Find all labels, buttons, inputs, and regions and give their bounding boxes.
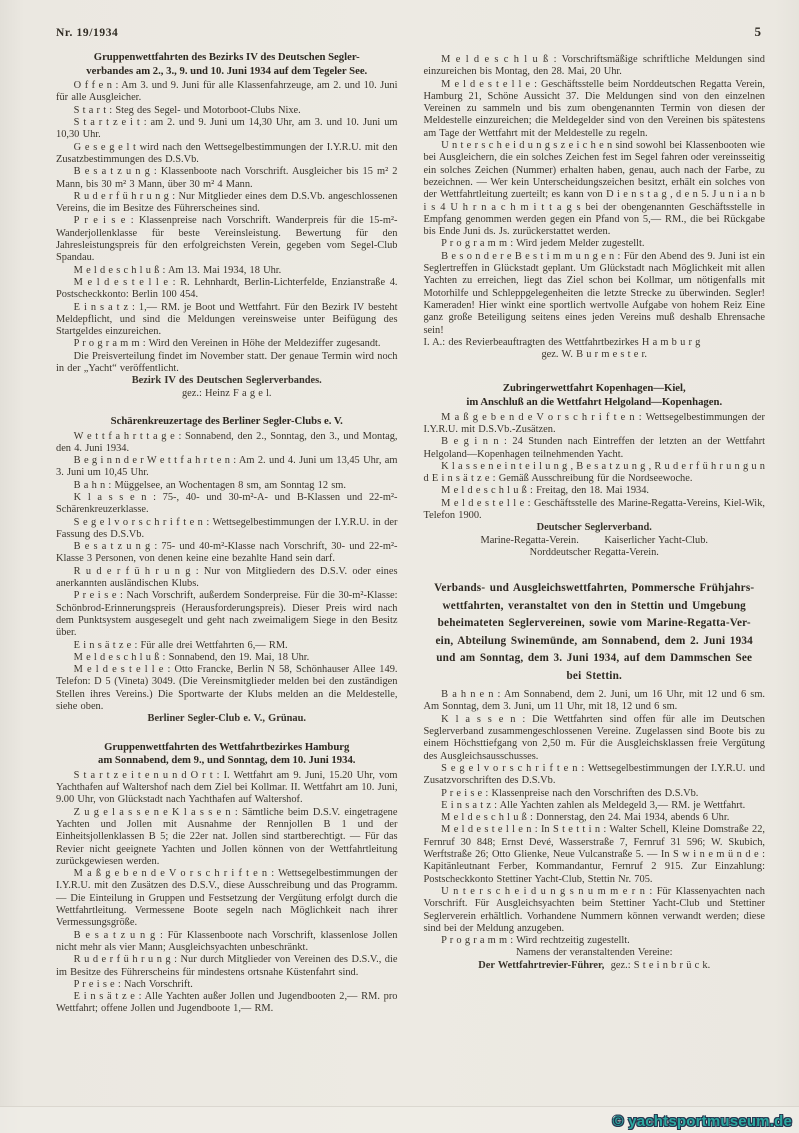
paragraph — [56, 713, 398, 725]
article-section — [56, 415, 398, 726]
paragraph: M e l d e s c h l u ß : Sonnabend, den 19. Mai, 18 Uhr. — [73, 651, 310, 663]
paragraph: gez. W. B u r m e s t e r. — [541, 349, 648, 361]
paragraph: M e l d e s c h l u ß : Am 13. Mai 1934, 18 Uhr. — [73, 264, 282, 276]
paragraph: Der Wettfahrtrevier-Führer, gez.: S t e i n b r ü c k. — [478, 959, 711, 971]
article-heading — [56, 741, 398, 768]
paragraph-bold-text: Bezirk IV des Deutschen Seglerverbandes. — [131, 375, 322, 387]
paragraph: M e l d e s t e l l e : Geschäftsstelle beim Norddeutschen Regatta Verein, Hamburg 21, Schöne Aussicht 37. Die Meldungen sind von den einzelnen Vereinen zu sammeln und bis zum obengenannten Termin von diesen der Meldestelle einzureichen; die Meldegelder sind von den Vereinen bis spätestens am Tage der Wettfahrt mit der Meldestelle zu regeln. — [423, 78, 765, 139]
heading-line: beheimateten Seglervereinen, sowie vom Marine-Regatta-Ver- — [437, 617, 751, 630]
paragraph: B e s o n d e r e B e s t i m m u n g e n : Für den Abend des 9. Juni ist ein Seglertreffen in Glückstadt geplant. Um Glückstadt nach Möglichkeit mit allen Yachten zu erreichen, liegt das Ziel schon bei Kollmar, um nötigenfalls mit Motorhilfe und Schleppgelegenheiten die letzte Strecke zu überwinden. Segler! Kameraden! Hier winkt eine sportlich wertvolle Aufgabe von hohem Reiz Eine ganz große Beteiligung seitens eines jeden Vereins muß deshalb Ehrensache sein! — [423, 250, 765, 336]
paragraph: M e l d e s t e l l e : Otto Francke, Berlin N 58, Schönhauser Allee 149. Telefon: D 5 (Vineta) 3049. (Die Vereinsmitglieder melden bei den zuständigen Stellen ihres Vereins.) Die Sportwarte der Klubs melden an die Meldestelle, siehe oben. — [56, 664, 398, 713]
heading-line: verbandes am 2., 3., 9. und 10. Juni 1934 auf dem Tegeler See. — [86, 64, 368, 77]
heading-line: ein, Abteilung Swinemünde, am Sonnabend, dem 2. Juni 1934 — [435, 634, 753, 647]
article-heading — [56, 51, 398, 78]
heading-line: Schärenkreuzertage des Berliner Segler-Clubs e. V. — [110, 414, 343, 427]
heading-line: und am Sonntag, dem 3. Juni 1934, auf dem Dammschen See — [436, 652, 753, 665]
paragraph: P r o g r a m m : Wird den Vereinen in Höhe der Meldeziffer zugesandt. — [73, 338, 381, 350]
paragraph: M e l d e s c h l u ß : Vorschriftsmäßige schriftliche Meldungen sind einzureichen bis Montag, den 28. Mai, 20 Uhr. — [423, 54, 765, 78]
article-section — [424, 54, 766, 361]
paragraph: K l a s s e n e i n t e i l u n g , B e s a t z u n g , R u d e r f ü h r u n g u n d E i n s ä t z e : Gemäß Ausschreibung für die Nordseewoche. — [423, 460, 765, 485]
paragraph: Namens der veranstaltenden Vereine: — [515, 947, 673, 959]
article-section — [56, 51, 398, 400]
paragraph: U n t e r s c h e i d u n g s z e i c h e n sind sowohl bei Klassenbooten wie bei Ausgleichern, die ein solches Zeichen fest im Segel fahren oder vereinsseitig ein solches Zeichen (Nummer) erhalten haben, genau, auch nach der Farbe, zu bezeichnen. — Wer kein Unterscheidungszeichen besitzt, erhält ein solches von der Wettfahrtleitung zuerteilt; es kann von D i e n s t a g , d e n 5. J u n i a n b i s 4 U h r n a c h m i t t a g s bei der obengenannten Geschäftsstelle in Empfang genommen werden gegen ein Pfand von 5,— RM., die bei Rückgabe bis Ende Juni ds. Js. zurückerstattet werden. — [423, 140, 765, 238]
heading-line: Gruppenwettfahrten des Bezirks IV des Deutschen Segler- — [93, 51, 360, 63]
paragraph: P r e i s e : Klassenpreise nach den Vorschriften des D.S.Vb. — [441, 787, 699, 799]
paragraph: M e l d e s t e l l e : R. Lehnhardt, Berlin-Lichterfelde, Enzianstraße 4. Postscheckkonto: Berlin 100 454. — [56, 276, 398, 301]
paragraph: E i n s a t z : 1,— RM. je Boot und Wettfahrt. Für den Bezirk IV besteht Meldepflicht, und sind die Meldungen vereinsweise unter Beifügung des Startgeldes einzureichen. — [56, 301, 398, 338]
paragraph: M e l d e s c h l u ß : Freitag, den 18. Mai 1934. — [441, 485, 650, 497]
paragraph-bold-text: Der Wettfahrtrevier-Führer, — [478, 959, 605, 971]
paragraph: M e l d e s t e l l e : Geschäftsstelle des Marine-Regatta-Vereins, Kiel-Wik, Telefon 1900. — [423, 497, 765, 521]
paragraph: B a h n e n : Am Sonnabend, dem 2. Juni, um 16 Uhr, mit 12 und 6 sm. Am Sonntag, dem 3. Juni, um 11 Uhr, mit 18, 12 und 6 sm. — [423, 689, 765, 713]
article-section — [56, 741, 398, 1016]
paragraph: P r e i s e : Klassenpreise nach Vorschrift. Wanderpreis für die 15-m²-Wanderjollenklasse für beste Vereinsleistung. Bewertung für den Jahresleistungspreis für den erfolgreichsten Verein, gegeben vom Segel-Club Spandau. — [56, 215, 398, 264]
paragraph: M e l d e s t e l l e n : In S t e t t i n : Walter Schell, Kleine Domstraße 22, Fernruf 30 848; Ernst Devé, Wasserstraße 7, Fernruf 31 596; W. Skubich, Werftstraße 26; Otto Glienke, Neue Vulcanstraße 5. — In S w i n e m ü n d e : Kapitänleutnant Ferber, Kommandantur, Fernruf 2 915. Zur Einzahlung: Postscheckkonto Stettiner Yacht-Club, Stettin Nr. 705. — [423, 824, 765, 885]
paragraph: P r e i s e : Nach Vorschrift. — [73, 978, 193, 990]
paragraph: I. A.: des Revierbeauftragten des Wettfahrtbezirkes H a m b u r g — [423, 336, 701, 348]
issue-number: Nr. 19/1934 — [56, 27, 119, 39]
paragraph: P r o g r a m m : Wird rechtzeitig zugestellt. — [441, 935, 630, 947]
article-heading — [56, 415, 398, 429]
right-column — [424, 51, 766, 1016]
paragraph: G e s e g e l t wird nach den Wettsegelbestimmungen der I.Y.R.U. mit den Zusatzbestimmungen des D.S.Vb. — [56, 141, 398, 165]
paragraph — [56, 375, 398, 387]
paragraph-bold-text: Deutscher Seglerverband. — [536, 522, 652, 534]
paragraph: E i n s ä t z e : Alle Yachten außer Jollen und Jugendbooten 2,— RM. pro Wettfahrt; offene Jollen und Jugendboote 1,— RM. — [56, 991, 398, 1015]
paragraph: P r o g r a m m : Wird jedem Melder zugestellt. — [441, 238, 645, 250]
paragraph: O f f e n : Am 3. und 9. Juni für alle Klassenfahrzeuge, am 2. und 10. Juni für alle Ausgleicher. — [56, 80, 398, 104]
paragraph: S t a r t z e i t : am 2. und 9. Juni um 14,30 Uhr, am 3. und 10. Juni um 10,30 Uhr. — [56, 117, 398, 141]
article-heading — [424, 580, 766, 685]
content-columns — [56, 51, 765, 1016]
paragraph: B e s a t z u n g : Für Klassenboote nach Vorschrift, klassenlose Jollen nicht mehr als vier Mann; Ausgleichsyachten unbeschränkt. — [56, 929, 398, 953]
paragraph: E i n s a t z : Alle Yachten zahlen als Meldegeld 3,— RM. je Wettfahrt. — [441, 799, 746, 811]
heading-line: Verbands- und Ausgleichswettfahrten, Pommersche Frühjahrs- — [434, 582, 755, 595]
paragraph: Norddeutscher Regatta-Verein. — [529, 546, 659, 558]
paragraph: W e t t f a h r t t a g e : Sonnabend, den 2., Sonntag, den 3., und Montag, den 4. Juni 1934. — [56, 430, 398, 454]
left-column — [56, 51, 398, 1016]
paragraph: R u d e r f ü h r u n g : Nur durch Mitglieder von Vereinen des D.S.V., die im Besitze des Führerscheins für mindestens ortsnahe Küstenfahrt sind. — [56, 954, 398, 978]
paragraph: Die Preisverteilung findet im November statt. Der genaue Termin wird noch in der „Yacht“ veröffentlicht. — [56, 350, 398, 375]
paragraph: Marine-Regatta-Verein. Kaiserlicher Yacht-Club. — [480, 534, 709, 546]
paragraph: S e g e l v o r s c h r i f t e n : Wettsegelbestimmungen der I.Y.R.U. und Zusatzvorschriften des D.S.Vb. — [423, 762, 765, 787]
paragraph: U n t e r s c h e i d u n g s n u m m e r n : Für Klassenyachten nach Vorschrift. Für Ausgleichsyachten beim Stettiner Yacht-Club und Stettiner Seglerverein erhältlich. Vorhandene Nummern können verwandt werden; diese sind bei der Meldung anzugeben. — [423, 885, 765, 934]
article-heading — [424, 382, 766, 409]
paragraph: R u d e r f ü h r u n g : Nur Mitglieder eines dem D.S.Vb. angeschlossenen Vereins, die im Besitze des Führerscheines sind. — [56, 190, 398, 215]
article-section — [424, 580, 766, 972]
paragraph: B e s a t z u n g : 75- und 40-m²-Klasse nach Vorschrift, 30- und 22-m²-Klasse 3 Personen, von denen keine eine bezahlte Hand sein darf. — [56, 541, 398, 565]
paragraph: M a ß g e b e n d e V o r s c h r i f t e n : Wettsegelbestimmungen der I.Y.R.U. mit den Zusätzen des D.S.V., diese Ausschreibung und das Programm. — Die Einteilung in Gruppen und Festsetzung der Vergütung erfolgt durch die Wettfahrtleitung. Vermessene Boote segeln nach Möglichkeit nach ihrer Vermessungsgröße. — [56, 868, 398, 929]
paragraph: B e s a t z u n g : Klassenboote nach Vorschrift. Ausgleicher bis 15 m² 2 Mann, bis 30 m² 3 Mann, über 30 m² 4 Mann. — [56, 166, 398, 190]
paragraph: M e l d e s c h l u ß : Donnerstag, den 24. Mai 1934, abends 6 Uhr. — [441, 812, 730, 824]
paragraph: R u d e r f ü h r u n g : Nur von Mitgliedern des D.S.V. oder eines anerkannten ausländischen Klubs. — [56, 565, 398, 590]
heading-line: im Anschluß an die Wettfahrt Helgoland—Kopenhagen. — [466, 396, 723, 409]
paragraph: Z u g e l a s s e n e K l a s s e n : Sämtliche beim D.S.V. eingetragene Yachten und Jollen mit Ausnahme der Rennjollen B 1 und der Einheitsjollenklassen B 5; die 22er nat. Jollen sind startberechtigt. — Für das Revier nicht geeignete Yachten und Jollen können von der Wettfahrtleitung zurückgewiesen werden. — [56, 806, 398, 867]
heading-line: bei Stettin. — [566, 669, 622, 682]
paragraph: E i n s ä t z e : Für alle drei Wettfahrten 6,— RM. — [73, 639, 288, 651]
heading-line: wettfahrten, veranstaltet von den in Stettin und Umgebung — [442, 599, 746, 612]
paragraph: K l a s s e n : Die Wettfahrten sind offen für alle im Deutschen Seglerverband zusammengeschlossenen Vereine. Zugelassen sind Boote bis zu einem Höchsttiefgang von 2,50 m. Für die Ausgleichsklassen freie Vergütung des Ausgleichsausschusses. — [423, 713, 765, 762]
paragraph — [424, 522, 766, 534]
paragraph: B e g i n n : 24 Stunden nach Eintreffen der letzten an der Wettfahrt Helgoland—Kopenhagen teilnehmenden Yacht. — [423, 436, 765, 460]
heading-line: Zubringerwettfahrt Kopenhagen—Kiel, — [502, 382, 686, 395]
paragraph: gez.: Heinz F a g e l. — [181, 387, 272, 399]
paragraph: M a ß g e b e n d e V o r s c h r i f t e n : Wettsegelbestimmungen der I.Y.R.U. mit D.S.Vb.-Zusätzen. — [423, 411, 765, 435]
heading-line: am Sonnabend, dem 9., und Sonntag, dem 10. Juni 1934. — [98, 754, 356, 767]
paragraph: K l a s s e n : 75-, 40- und 30-m²-A- und B-Klassen und 22-m²-Schärenkreuzerklasse. — [56, 491, 398, 516]
page-header — [56, 24, 765, 40]
paragraph: S e g e l v o r s c h r i f t e n : Wettsegelbestimmungen der I.Y.R.U. in der Fassung des D.S.Vb. — [56, 516, 398, 540]
paragraph-bold-text: Berliner Segler-Club e. V., Grünau. — [147, 713, 306, 725]
paragraph: P r e i s e : Nach Vorschrift, außerdem Sonderpreise. Für die 30-m²-Klasse: Schönbrod-Erinnerungspreis (Herausforderungspreis). Dieser Preis wird nach dem Punktsystem ausgesegelt und geht nach zweimaligem Siege in den Besitz über. — [56, 590, 398, 639]
paragraph: S t a r t : Steg des Segel- und Motorboot-Clubs Nixe. — [73, 104, 301, 116]
heading-line: Gruppenwettfahrten des Wettfahrtbezirkes Hamburg — [104, 740, 350, 753]
page-number: 5 — [754, 24, 761, 39]
paragraph: S t a r t z e i t e n u n d O r t : I. Wettfahrt am 9. Juni, 15.20 Uhr, vom Yachthafen auf Waltershof nach dem Ziel bei Kollmar. II. Wettfahrt am 10. Juni, 9.00 Uhr, von Glückstadt nach Yachthafen auf Waltershof. — [56, 769, 398, 806]
watermark: © yachtsportmuseum.de — [612, 1113, 792, 1130]
paragraph: B e g i n n d e r W e t t f a h r t e n : Am 2. und 4. Juni um 13,45 Uhr, am 3. Juni um 10,45 Uhr. — [56, 455, 398, 479]
article-section — [424, 382, 766, 559]
paragraph: B a h n : Müggelsee, an Wochentagen 8 sm, am Sonntag 12 sm. — [73, 479, 346, 491]
